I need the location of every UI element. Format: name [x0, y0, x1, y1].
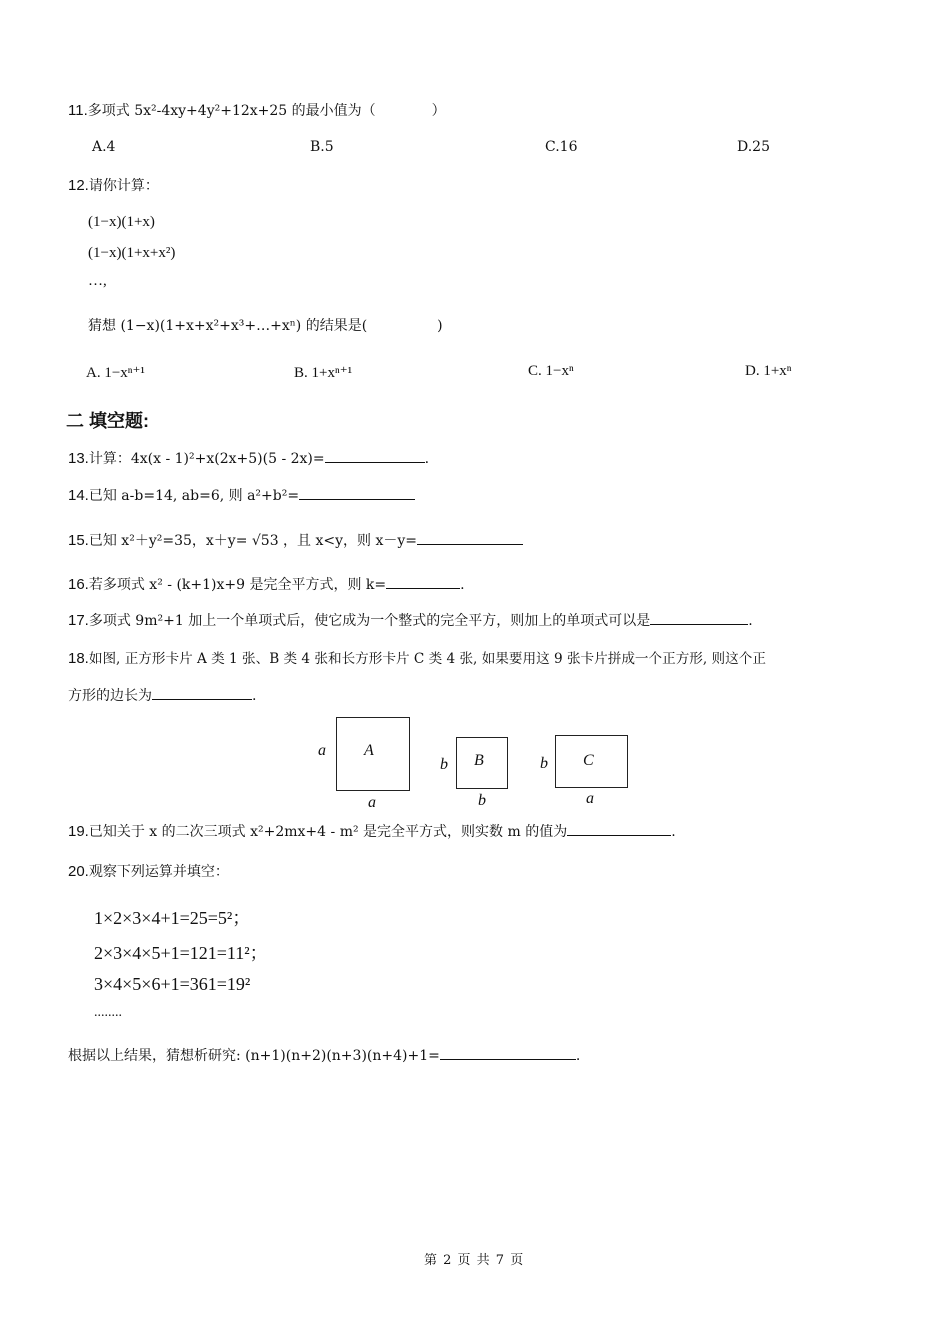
question-text: 若多项式 x² - (k+1)x+9 是完全平方式，则 k=: [88, 577, 387, 593]
question-18-line-2: [68, 685, 256, 706]
math-line-1: (1−x)(1+x): [88, 214, 155, 230]
question-12: [68, 175, 159, 196]
card-c-label: C: [583, 752, 594, 769]
answer-blank[interactable]: [299, 485, 415, 500]
question-text: 如图, 正方形卡片 A 类 1 张、B 类 4 张和长方形卡片 C 类 4 张, 如果要用这 9 张卡片拼成一个正方形, 则这个正: [88, 651, 766, 667]
option-d: D. 1+xⁿ: [745, 363, 792, 379]
answer-blank[interactable]: [386, 574, 460, 589]
equation-2: 2×3×4×5+1=121=11²；: [94, 943, 268, 963]
card-b-side-label: b: [440, 756, 448, 773]
section-heading: 二 填空题:: [66, 411, 149, 431]
punctuation: .: [424, 451, 430, 467]
question-text: 已知 a-b=14, ab=6, 则 a²+b²=: [88, 488, 300, 504]
question-text: 多项式 5x²-4xy+4y²+12x+25 的最小值为（ ）: [87, 103, 446, 119]
option-a: A.4: [92, 139, 116, 155]
option-a: A. 1−xⁿ⁺¹: [86, 365, 145, 381]
answer-blank[interactable]: [567, 821, 671, 836]
option-b: B.5: [310, 139, 334, 155]
question-11: [68, 100, 446, 121]
question-19: [68, 821, 676, 842]
question-text: 观察下列运算并填空：: [88, 864, 229, 880]
question-18: [68, 648, 766, 669]
math-line-3: …,: [88, 273, 107, 289]
question-14: [68, 485, 415, 506]
question-20: [68, 861, 229, 882]
option-d: D.25: [737, 139, 770, 155]
card-c-side-label: b: [540, 755, 548, 772]
question-number: 15.: [68, 532, 89, 549]
option-b: B. 1+xⁿ⁺¹: [294, 365, 353, 381]
question-number: 17.: [68, 612, 89, 629]
question-text: 方形的边长为: [68, 688, 152, 704]
question-number: 19.: [68, 823, 89, 840]
answer-blank[interactable]: [650, 610, 748, 625]
card-a-bottom-label: a: [368, 794, 376, 811]
card-c-bottom-label: a: [586, 790, 594, 807]
question-17: [68, 610, 753, 631]
answer-blank[interactable]: [440, 1045, 576, 1060]
punctuation: .: [252, 688, 257, 704]
conclusion-text: 根据以上结果，猜想析研究: (n+1)(n+2)(n+3)(n+4)+1=: [68, 1048, 440, 1064]
equation-ellipsis: ........: [94, 1005, 122, 1020]
guess-text: 猜想 (1−x)(1+x+x²+x³+…+xⁿ) 的结果是( ): [88, 318, 443, 334]
question-number: 20.: [68, 863, 89, 880]
page-footer: 第 2 页 共 7 页: [424, 1253, 525, 1268]
option-c: C. 1−xⁿ: [528, 363, 574, 379]
question-13: [68, 448, 429, 469]
card-a-side-label: a: [318, 742, 326, 759]
card-a-label: A: [364, 742, 374, 759]
punctuation: .: [460, 577, 465, 593]
question-15: [68, 530, 523, 551]
question-text: 已知关于 x 的二次三项式 x²+2mx+4 - m² 是完全平方式，则实数 m 的值为: [88, 824, 568, 840]
punctuation: .: [671, 824, 676, 840]
question-20-conclusion: [68, 1045, 580, 1066]
question-text: 请你计算：: [88, 178, 159, 194]
punctuation: .: [575, 1048, 581, 1064]
question-text: 多项式 9m²+1 加上一个单项式后，使它成为一个整式的完全平方，则加上的单项式可以是: [88, 613, 651, 629]
question-text: 计算：4x(x - 1)²+x(2x+5)(5 - 2x)=: [88, 451, 325, 467]
question-16: [68, 574, 465, 595]
answer-blank[interactable]: [417, 530, 523, 545]
math-line-2: (1−x)(1+x+x²): [88, 245, 176, 261]
punctuation: .: [748, 613, 753, 629]
question-number: 16.: [68, 576, 89, 593]
question-text: 已知 x²＋y²=35，x＋y= √53 ，且 x<y，则 x－y=: [88, 533, 418, 549]
option-c: C.16: [545, 139, 578, 155]
card-b-label: B: [474, 752, 484, 769]
equation-3: 3×4×5×6+1=361=19²: [94, 974, 251, 994]
answer-blank[interactable]: [325, 448, 425, 463]
question-number: 12.: [68, 177, 89, 194]
question-number: 14.: [68, 487, 89, 504]
card-b-bottom-label: b: [478, 792, 486, 809]
answer-blank[interactable]: [152, 685, 252, 700]
equation-1: 1×2×3×4+1=25=5²；: [94, 908, 251, 928]
question-number: 11.: [68, 102, 88, 119]
question-number: 18.: [68, 650, 89, 667]
question-number: 13.: [68, 450, 89, 467]
